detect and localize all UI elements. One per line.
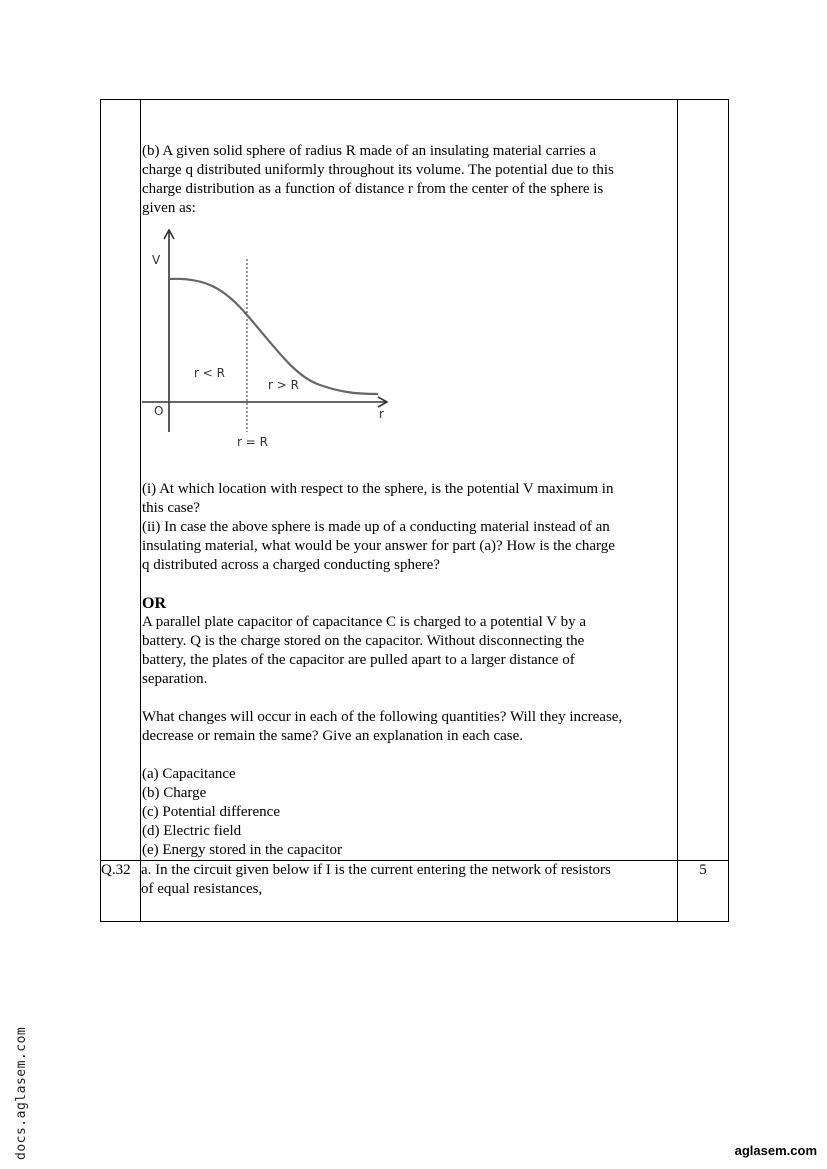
part-b-question-line: q distributed across a charged conducting sphere? bbox=[142, 557, 440, 573]
region-outside-label: r > R bbox=[268, 378, 299, 392]
origin-label: O bbox=[154, 404, 164, 418]
question-row-32 bbox=[101, 861, 729, 922]
or-para1-line: battery, the plates of the capacitor are pulled apart to a larger distance of bbox=[142, 652, 575, 668]
or-para2-line: decrease or remain the same? Give an explanation in each case. bbox=[142, 728, 524, 744]
or-item: (a) Capacitance bbox=[142, 766, 236, 782]
marks-cell bbox=[678, 100, 729, 861]
potential-graph-svg bbox=[140, 227, 400, 467]
or-para1-line: A parallel plate capacitor of capacitance C is charged to a potential V by a bbox=[142, 614, 586, 630]
or-item: (b) Charge bbox=[142, 785, 207, 801]
or-item: (c) Potential difference bbox=[142, 804, 280, 820]
question-number: Q.32 bbox=[101, 861, 141, 922]
part-b-question-line: (ii) In case the above sphere is made up of a conducting material instead of an bbox=[142, 519, 610, 535]
or-para1-line: battery. Q is the charge stored on the capacitor. Without disconnecting the bbox=[142, 633, 585, 649]
x-axis-label: r bbox=[379, 407, 384, 421]
q32-line: a. In the circuit given below if I is the current entering the network of resistors bbox=[141, 862, 611, 878]
question-number-cell bbox=[101, 100, 141, 861]
part-b-line: charge q distributed uniformly throughout its volume. The potential due to this bbox=[142, 162, 614, 178]
region-inside-label: r < R bbox=[194, 366, 225, 380]
question-row-31-continued bbox=[101, 100, 729, 861]
question-body-cell bbox=[141, 861, 678, 922]
part-b-line: given as: bbox=[142, 200, 196, 216]
part-b-question-line: insulating material, what would be your answer for part (a)? How is the charge bbox=[142, 538, 615, 554]
part-b-question-line: (i) At which location with respect to the sphere, is the potential V maximum in bbox=[142, 481, 614, 497]
question-body-cell bbox=[141, 100, 678, 861]
or-item: (d) Electric field bbox=[142, 823, 242, 839]
or-para2-line: What changes will occur in each of the following quantities? Will they increase, bbox=[142, 709, 623, 725]
potential-graph bbox=[142, 218, 677, 480]
question-table bbox=[100, 99, 729, 922]
y-axis-label: V bbox=[152, 253, 161, 267]
brand-footer: aglasem.com bbox=[734, 1143, 817, 1158]
side-watermark: docs.aglasem.com bbox=[14, 1026, 29, 1160]
part-b-question-line: this case? bbox=[142, 500, 200, 516]
question-marks: 5 bbox=[678, 861, 729, 922]
part-b-line: (b) A given solid sphere of radius R made of an insulating material carries a bbox=[142, 143, 597, 159]
or-para1-line: separation. bbox=[142, 671, 208, 687]
q32-line: of equal resistances, bbox=[141, 881, 263, 897]
or-item: (e) Energy stored in the capacitor bbox=[142, 842, 343, 858]
or-heading: OR bbox=[142, 595, 166, 612]
part-b-line: charge distribution as a function of distance r from the center of the sphere is bbox=[142, 181, 604, 197]
boundary-label: r = R bbox=[237, 435, 268, 449]
